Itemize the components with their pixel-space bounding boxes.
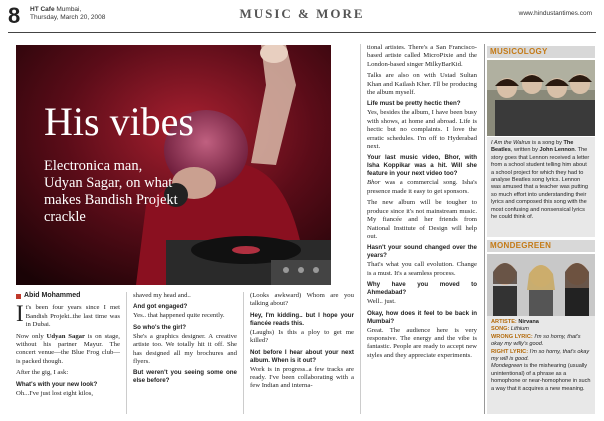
column-divider <box>126 292 127 414</box>
question: Life must be pretty hectic then? <box>367 100 461 108</box>
answer: Yes.. that happened quite recently. <box>133 312 225 320</box>
song-title: Bhor <box>367 179 381 187</box>
song-line <box>491 326 591 333</box>
answer: tional artistes. There's a San Francisco-based artiste called MicroPixie and the London-based singer MilkyBarKid. <box>367 44 477 68</box>
question: Okay, how does it feel to be back in Mumbai? <box>367 309 477 325</box>
band-name: The Beatles <box>491 140 574 154</box>
article-column-3 <box>250 292 354 394</box>
byline <box>16 292 120 300</box>
paragraph <box>16 333 120 367</box>
byline-marker <box>16 294 21 299</box>
artiste-value: Nirvana <box>518 319 539 325</box>
paragraph <box>16 301 120 329</box>
answer: Work is in progress..a few tracks are ready. I've been collaborating with a few Indian and interna- <box>250 365 354 390</box>
answer: (Laughs) Is this a ploy to get me killed? <box>250 328 354 345</box>
nirvana-photo <box>487 254 595 316</box>
question: But weren't you seeing some one else before? <box>133 369 237 385</box>
question: So who's the girl? <box>133 323 187 331</box>
section-title: MUSIC & MORE <box>239 6 365 21</box>
artist-name: Udyan Sagar <box>46 332 85 340</box>
intro-text: t's been four years since I met Bandish Projekt..the last time was in Dubai. <box>25 304 120 329</box>
column-divider <box>360 44 361 414</box>
question: And got engaged? <box>133 303 188 311</box>
answer: Yes, besides the album, I have been busy with shows, at home and abroad. Life is hectic but no complaints. I love the erratic schedules. I'm off to Hyderabad next. <box>367 109 477 151</box>
right-lyric-value: I'm so horny, that's okay my will is good. <box>491 348 590 363</box>
question: Not before I hear about your next album. When is it out? <box>250 348 354 364</box>
question: Your last music video, Bhor, with Isha Koppikar was a hit. Will she feature in your next video too? <box>367 154 477 178</box>
header-divider <box>8 32 596 33</box>
wrong-lyric-line <box>491 334 591 349</box>
answer: She's a graphics designer. A creative artiste too. We totally hit it off. She has designed all my brochures and flyers. <box>133 332 237 366</box>
publication-date: Thursday, March 20, 2008 <box>30 14 106 21</box>
byline-name: Abid Mohammed <box>24 292 81 299</box>
question: Hey, I'm kidding.. but I hope your fiancée reads this. <box>250 311 354 327</box>
songwriter-name: John Lennon <box>539 147 575 154</box>
website-url: www.hindustantimes.com <box>518 10 592 17</box>
answer: That's what you call evolution. Change is a must. It's a seamless process. <box>367 261 477 277</box>
artiste-line <box>491 319 591 326</box>
feature-photo <box>16 45 331 285</box>
sidebar-divider <box>484 44 485 414</box>
beatles-photo <box>487 60 595 136</box>
text: . The story goes that Lennon received a letter from a school student telling him about a school project for which they had to analyse Beatles song lyrics. Lennon was amused that a teacher was putting so much effort into understanding their lyrics and composed this song with the most confusing and nonsensical lyrics he could think of. <box>491 147 590 221</box>
answer: The new album will be tougher to produce since it's not mainstream music. My fiancée and her friends from National Institute of Design will help out. <box>367 199 477 240</box>
mondegreen-text <box>487 316 595 414</box>
artiste-label: ARTISTE: <box>491 319 517 325</box>
wrong-lyric-value: I'm so horny, that's okay my willy's good. <box>491 333 581 348</box>
musicology-title: MUSICOLOGY <box>487 46 595 58</box>
definition-term: Mondegreen <box>491 363 523 370</box>
nirvana-illustration <box>487 254 595 316</box>
headline: His vibes <box>44 99 194 144</box>
text: is on stage, without his partner Mayur. The concert venue—the Blue Frog club—is packed though. <box>16 332 120 365</box>
drop-cap: I <box>16 301 24 327</box>
answer: Talks are also on with Ustad Sultan Khan and Kailash Kher. I'll be producing the album myself. <box>367 72 477 97</box>
answer: Well.. just. <box>367 298 396 306</box>
song-value: Lithium <box>510 326 529 333</box>
answer: Oh...I've just lost eight kilos, <box>16 389 93 397</box>
right-lyric-label: RIGHT LYRIC: <box>491 348 529 355</box>
definition <box>491 363 591 393</box>
song-title: I Am the Walrus <box>491 140 531 146</box>
text: was a commercial song. Isha's presence made it easy to get sponsors. <box>367 179 477 195</box>
page-header <box>0 0 604 36</box>
musicology-text <box>487 137 595 237</box>
right-lyric-line <box>491 349 591 364</box>
question: What's with your new look? <box>16 380 98 388</box>
deck: Electronica man, Udyan Sagar, on what makes Bandish Projekt crackle <box>44 158 178 225</box>
definition-text: is the mishearing (usually unintentional) of a phrase as a homophone or near-homophone in such a way that it acquires a new meaning. <box>491 363 591 392</box>
page-number: 8 <box>8 3 21 28</box>
column-divider <box>243 292 244 414</box>
wrong-lyric-label: WRONG LYRIC: <box>491 333 533 340</box>
mondegreen-title: MONDEGREEN <box>487 240 595 252</box>
beatles-illustration <box>487 60 595 136</box>
article-column-4 <box>367 44 477 363</box>
answer: (Looks awkward) Whom are you talking about? <box>250 292 354 308</box>
answer: shaved my head and.. <box>133 292 191 299</box>
text: , written by <box>510 147 540 154</box>
article-column-2 <box>133 292 237 386</box>
answer: Great. The audience here is very responsive. The energy and the vibe is fantastic. People are ready to accept new styles and they appreciate experiments. <box>367 326 477 359</box>
article-column-1 <box>16 292 120 401</box>
question: Hasn't your sound changed over the years? <box>367 244 477 260</box>
answer <box>367 179 477 196</box>
text: Now only <box>16 332 47 340</box>
publication-name: HT Cafe <box>30 6 55 13</box>
text: is a song by <box>530 140 564 146</box>
publication-city: Mumbai, <box>56 6 82 13</box>
song-label: SONG: <box>491 326 510 333</box>
paragraph: After the gig, I ask: <box>16 369 69 377</box>
question: Why have you moved to Ahmedabad? <box>367 281 477 297</box>
